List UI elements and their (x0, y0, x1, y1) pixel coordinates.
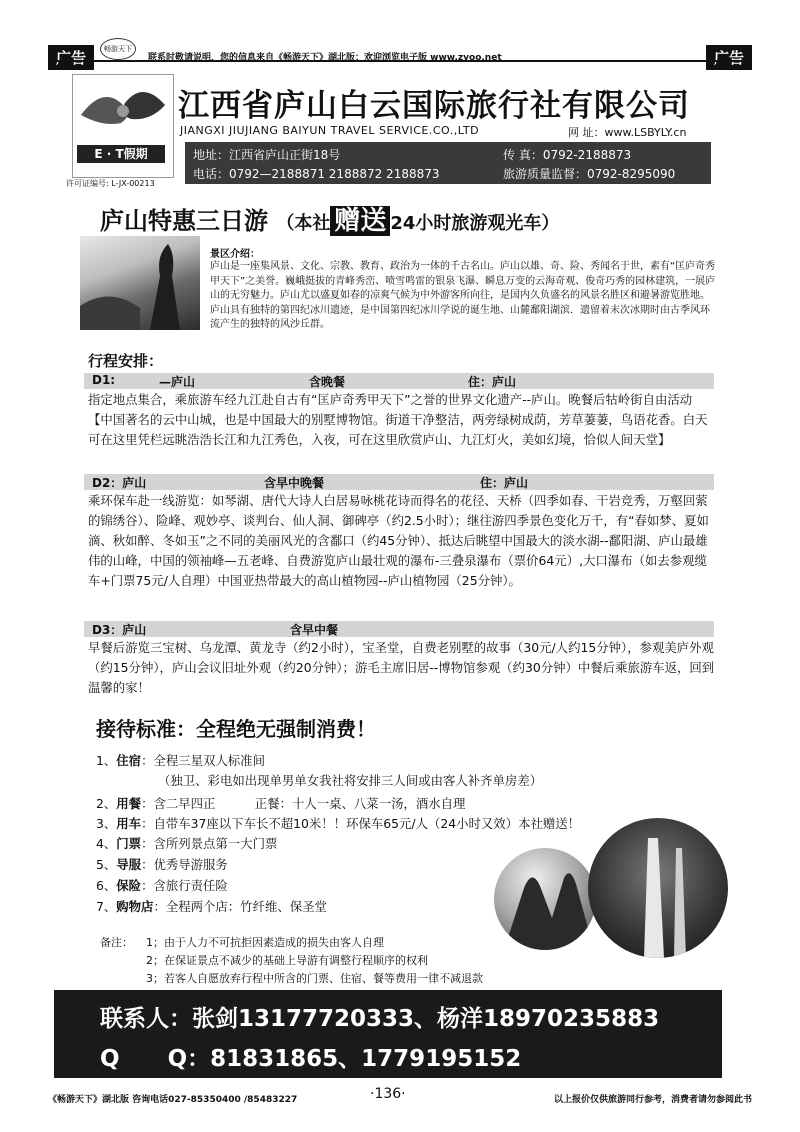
tour-title-paren: （本社 (276, 213, 331, 234)
standard-item: 4、门票：含所列景点第一大门票 (96, 836, 278, 851)
ad-label-left: 广告 (48, 45, 94, 70)
tour-title-main: 庐山特惠三日游 (100, 207, 268, 235)
rock-peak-icon (494, 848, 596, 950)
mascot-logo (100, 38, 136, 60)
footer-right: 以上报价仅供旅游同行参考，消费者请勿参阅此书 (553, 1095, 752, 1105)
standards-heading: 接待标准：全程绝无强制消费！ (96, 717, 376, 741)
day2-stay: 住：庐山 (480, 476, 529, 490)
mascot-text: 畅游天下 (104, 45, 132, 53)
day2-meal: 含早中晚餐 (264, 476, 325, 490)
note-item: 3；若客人自愿放弃行程中所含的门票、住宿、餐等费用一律不减退款 (146, 972, 483, 985)
day2-bar (84, 474, 714, 490)
tour-title (100, 200, 559, 237)
quality-supervision-phone: 旅游质量监督：0792-8295090 (503, 167, 676, 181)
day1-stay: 住：庐山 (468, 375, 517, 389)
day2-text: 乘环保车赴一线游览：如琴湖、唐代大诗人白居易咏桃花诗而得名的花径、天桥（四季如春、干岩竞秀，万壑回萦的锦绣谷）、险峰、观妙亭、谈判台、仙人洞、御碑亭（约2.5小时）；继往游四季景色变化万千，有“春如梦、夏如滴、秋如醉、冬如玉”之不同的美丽风光的含鄱口（约45分钟）、抵达后眺望中国最大的淡水湖--鄱阳湖、庐山最雄伟的山峰，中国的领袖峰—五老峰、自费游览庐山最壮观的瀑布-三叠泉瀑布（票价64元）,大口瀑布（如去参观缆车+门票75元/人自理）中国亚热带最大的高山植物园--庐山植物园（25分钟）。 (88, 493, 709, 588)
waterfall-icon (588, 818, 728, 958)
company-website[interactable]: 网 址：www.LSBYLY.cn (568, 126, 687, 139)
day1-route: —庐山 (159, 375, 196, 389)
standard-item: 1、住宿：全程三星双人标准间 (96, 753, 265, 768)
company-name-cn: 江西省庐山白云国际旅行社有限公司 (178, 88, 690, 124)
contact-people: 联系人：张剑13177720333、杨洋18970235883 (100, 1006, 660, 1032)
day3-text: 早餐后游览三宝树、乌龙潭、黄龙寺（约2小时），宝圣堂，自费老别墅的故事（30元/人约15分钟），参观美庐外观（约15分钟），庐山会议旧址外观（约20分钟）；游毛主席旧居--博物馆参观（约30分钟）中餐后乘旅游车返，回到温馨的家！ (88, 640, 715, 695)
logo-text: E · T假期 (77, 145, 165, 163)
day1-text: 指定地点集合，乘旅游车经九江赴自古有“匡庐奇秀甲天下”之誉的世界文化遗产--庐山。晚餐后牯岭街自由活动【中国著名的云中山城，也是中国最大的别墅博物馆。街道干净整洁，两旁绿树成荫，芳草萋萋，鸟语花香。白天可在这里凭栏远眺浩浩长江和九江秀色，入夜，可在这里欣赏庐山、九江灯火，美如幻境，恰似人间天堂】 (88, 392, 708, 447)
company-contact-bar (185, 142, 711, 184)
hands-icon (73, 75, 173, 155)
day1-meal: 含晚餐 (309, 375, 346, 389)
mountain-circle-photo (494, 848, 596, 950)
day3-meal: 含早中餐 (290, 623, 339, 637)
header-notice: 联系时敬请说明，您的信息来自《畅游天下》湖北版；欢迎浏览电子版 www.zyoo.net (148, 53, 502, 63)
lushan-peak-photo (80, 236, 200, 330)
day3-bar (84, 621, 714, 637)
tour-title-rest: 24小时旅游观光车） (390, 213, 560, 234)
company-phone: 电话：0792—2188871 2188872 2188873 (193, 167, 440, 181)
waterfall-circle-photo (588, 818, 728, 958)
note-item: 1；由于人力不可抗拒因素造成的损失由客人自理 (146, 936, 384, 949)
day3-label: D3：庐山 (92, 623, 147, 637)
standard-item: （独卫、彩电如出现单男单女我社将安排三人间或由客人补齐单房差） (158, 773, 543, 788)
header-divider (48, 60, 752, 62)
gift-badge: 赠送 (330, 206, 390, 236)
footer-left: 《畅游天下》湖北版 咨询电话027-85350400 /85483227 (48, 1095, 298, 1105)
standard-item: 5、导服：优秀导游服务 (96, 857, 228, 872)
standard-item: 2、用餐：含二早四正 正餐：十人一桌、八菜一汤，酒水自理 (96, 796, 466, 811)
itinerary-heading: 行程安排： (88, 352, 164, 370)
mountain-icon (80, 236, 200, 330)
company-address: 地址：江西省庐山正街18号 (193, 148, 341, 162)
standard-item: 6、保险：含旅行责任险 (96, 878, 228, 893)
ad-label-right: 广告 (706, 45, 752, 70)
standard-item: 7、购物店：全程两个店：竹纤维、保圣堂 (96, 899, 327, 914)
standard-item: 3、用车：自带车37座以下车长不超10米！！环保车65元/人（24小时又效）本社赠送！ (96, 816, 581, 831)
intro-label: 景区介绍： (210, 249, 260, 260)
day1-label: D1: (92, 373, 116, 387)
company-fax: 传 真：0792-2188873 (503, 148, 632, 162)
notes-label: 备注： (100, 936, 133, 949)
day1-bar (84, 373, 714, 389)
company-name-en: JIANGXI JIUJIANG BAIYUN TRAVEL SERVICE.CO.,LTD (180, 124, 480, 137)
contact-qq: Q Q：81831865、1779195152 (100, 1046, 522, 1072)
day2-label: D2：庐山 (92, 476, 147, 490)
note-item: 2；在保证景点不减少的基础上导游有调整行程顺序的权利 (146, 954, 428, 967)
page-number: ·136· (370, 1086, 406, 1102)
contact-block (54, 990, 722, 1078)
company-logo (72, 74, 174, 178)
intro-body: 庐山是一座集风景、文化、宗教、教育、政治为一体的千古名山。庐山以雄、奇、险、秀闻名于世，素有“匡庐奇秀甲天下”之美誉。巍峨挺拔的青峰秀峦、喷雪鸣雷的银泉飞瀑、瞬息万变的云海奇观、俊奇巧秀的园林建筑，一展庐山的无穷魅力。庐山尤以盛夏如春的凉爽气候为中外游客所向往，是国内久负盛名的风景名胜区和避暑游览胜地。庐山具有独特的第四纪冰川遗迹，是中国第四纪冰川学说的诞生地、山麓鄱阳湖滨．遗留着末次冰期时由古季风环流产生的独特的风沙丘群。 (210, 261, 716, 331)
license-number: 许可证编号: L-JX-00213 (66, 179, 155, 188)
